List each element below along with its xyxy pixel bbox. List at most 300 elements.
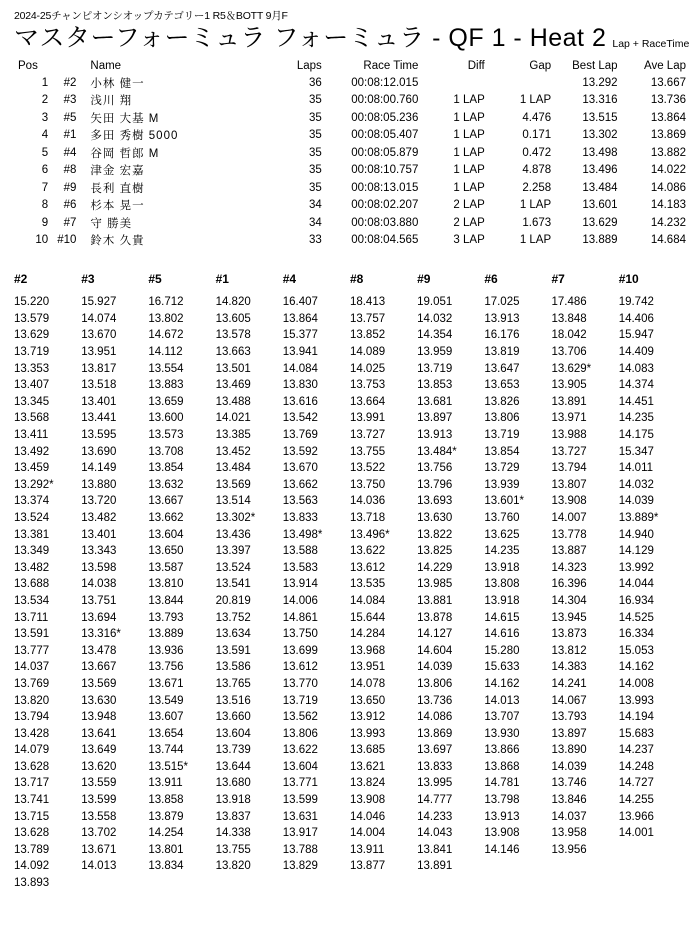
lap-cell — [81, 876, 148, 893]
lap-cell: 13.401 — [81, 395, 117, 408]
lap-cell — [283, 876, 350, 893]
cell-laps: 34 — [309, 216, 322, 229]
lap-cell: 13.988 — [551, 429, 587, 441]
lap-cell: 13.629 — [14, 329, 50, 342]
lap-row — [14, 428, 686, 445]
lap-cell: 13.685 — [349, 744, 386, 757]
lap-row — [14, 494, 686, 511]
page-title: マスターフォーミュラ フォーミュラ - QF 1 - Heat 2 — [14, 24, 607, 52]
cell-race-time: 00:08:12.015 — [351, 76, 419, 89]
lap-cell: 13.664 — [349, 395, 386, 408]
table-row — [14, 92, 686, 110]
lap-cell: 13.806 — [282, 727, 318, 740]
lap-cell: 13.496* — [349, 528, 390, 541]
cell-gap: 1 LAP — [519, 199, 552, 212]
cell-ave-lap: 13.869 — [650, 129, 686, 142]
cell-best-lap: 13.629 — [582, 216, 618, 229]
lap-cell: 13.769 — [282, 429, 318, 441]
lap-cell: 13.681 — [417, 395, 453, 408]
lap-row — [14, 345, 686, 362]
cell-diff: 1 LAP — [453, 94, 485, 107]
lap-cell: 13.794 — [14, 711, 50, 724]
col-header-diff: Diff — [467, 59, 485, 72]
lap-cell: 14.149 — [81, 462, 117, 475]
lap-cell: 14.013 — [81, 860, 117, 873]
lap-cell: 13.751 — [81, 594, 117, 607]
lap-cell: 13.659 — [148, 395, 184, 408]
lap-cell: 13.750 — [282, 628, 318, 641]
lap-cell: 13.789 — [14, 843, 50, 856]
lap-cell: 13.846 — [551, 794, 587, 807]
lap-times-table — [14, 272, 686, 892]
lap-row — [14, 295, 686, 312]
lap-cell: 15.644 — [349, 611, 386, 624]
lap-cell: 13.292* — [14, 478, 54, 491]
lap-cell: 13.793 — [551, 711, 587, 724]
lap-cell: 13.644 — [215, 760, 251, 773]
col-header-laps: Laps — [296, 59, 322, 72]
lap-row — [14, 610, 686, 627]
cell-best-lap: 13.292 — [582, 76, 618, 89]
lap-cell: 13.641 — [81, 727, 117, 740]
lap-cell: 13.802 — [148, 312, 184, 325]
lap-cell: 13.891 — [551, 395, 587, 408]
lap-cell: 13.765 — [215, 677, 251, 690]
lap-cell: 13.607 — [148, 711, 184, 724]
table-row — [14, 180, 686, 198]
lap-cell: 13.893 — [14, 877, 50, 890]
cell-gap: 2.258 — [522, 181, 552, 194]
lap-cell: 13.630 — [81, 694, 117, 707]
lap-cell: 13.808 — [484, 578, 520, 591]
lap-cell: 14.025 — [349, 362, 386, 375]
lap-cell: 13.913 — [484, 312, 520, 325]
lap-cell: 13.744 — [148, 744, 184, 757]
lap-cell: 13.622 — [282, 744, 318, 757]
lap-cell: 14.079 — [14, 744, 50, 757]
lap-cell: 13.650 — [148, 545, 184, 558]
cell-ave-lap: 14.086 — [650, 181, 686, 194]
lap-cell: 13.959 — [417, 346, 453, 359]
lap-cell: 13.930 — [484, 727, 520, 740]
lap-cell: 13.559 — [81, 777, 117, 790]
cell-pos: 3 — [41, 111, 49, 124]
lap-cell: 16.934 — [618, 594, 654, 607]
cell-race-time: 00:08:05.407 — [351, 129, 419, 142]
lap-cell: 13.649 — [81, 744, 117, 757]
lap-cell: 13.662 — [282, 478, 318, 491]
lap-cell: 14.037 — [14, 661, 50, 674]
lap-cell: 16.407 — [282, 296, 318, 309]
cell-laps: 35 — [309, 181, 322, 194]
lap-cell: 14.304 — [551, 594, 587, 607]
lap-cell: 14.323 — [551, 561, 587, 574]
lap-cell: 15.280 — [484, 644, 520, 657]
lap-cell: 13.858 — [148, 794, 184, 807]
lap-header-row — [14, 272, 686, 295]
lap-cell: 13.411 — [14, 429, 49, 441]
results-body — [14, 75, 686, 250]
col-header-best-lap: Best Lap — [572, 59, 618, 72]
lap-cell: 13.647 — [484, 362, 520, 375]
lap-cell: 13.918 — [215, 794, 251, 807]
lap-cell: 13.945 — [551, 611, 587, 624]
cell-race-time: 00:08:02.207 — [351, 199, 419, 212]
lap-cell: 13.632 — [148, 478, 184, 491]
lap-cell: 14.338 — [215, 827, 251, 840]
lap-cell: 14.781 — [484, 777, 520, 790]
cell-diff: 1 LAP — [453, 181, 485, 194]
cell-laps: 36 — [309, 76, 322, 89]
lap-cell: 14.233 — [417, 810, 453, 823]
table-row — [14, 145, 686, 163]
lap-row — [14, 842, 686, 859]
lap-cell: 14.255 — [618, 794, 654, 807]
cell-best-lap: 13.601 — [582, 199, 618, 212]
lap-cell: 13.719 — [484, 429, 520, 441]
lap-cell: 15.633 — [484, 661, 520, 674]
lap-cell: 13.587 — [148, 561, 184, 574]
lap-cell: 13.515* — [148, 760, 189, 773]
col-header-pos: Pos — [18, 59, 38, 72]
lap-cell: 13.699 — [282, 644, 318, 657]
lap-cell: 13.452 — [215, 445, 251, 458]
lap-cell: 13.558 — [81, 810, 117, 823]
lap-cell: 13.917 — [282, 827, 318, 840]
lap-cell: 14.089 — [349, 346, 386, 359]
lap-cell: 13.592 — [282, 445, 318, 458]
col-header-gap: Gap — [529, 59, 552, 72]
lap-cell: 13.719 — [282, 694, 318, 707]
lap-cell: 13.630 — [417, 511, 453, 524]
lap-cell: 13.671 — [81, 843, 117, 856]
cell-car-number: #1 — [63, 129, 77, 142]
lap-cell: 13.707 — [484, 711, 520, 724]
lap-col-header-6: #8 — [349, 271, 364, 286]
lap-cell: 15.347 — [618, 445, 654, 458]
lap-cell: 13.349 — [14, 545, 50, 558]
cell-laps: 34 — [309, 199, 322, 212]
lap-cell: 13.741 — [14, 794, 50, 807]
lap-row — [14, 560, 686, 577]
lap-cell: 13.825 — [417, 545, 453, 558]
lap-cell: 14.043 — [417, 827, 453, 840]
lap-cell: 13.719 — [417, 362, 453, 375]
lap-cell: 13.600 — [148, 412, 184, 425]
lap-row — [14, 693, 686, 710]
lap-cell: 14.013 — [484, 694, 520, 707]
lap-cell: 13.854 — [148, 462, 184, 475]
lap-cell: 13.834 — [148, 860, 184, 873]
lap-cell: 14.001 — [618, 827, 654, 840]
lap-cell: 13.469 — [215, 379, 251, 392]
lap-cell: 13.629* — [551, 362, 592, 375]
cell-gap: 0.171 — [522, 129, 552, 142]
lap-cell: 13.879 — [148, 810, 184, 823]
cell-ave-lap: 13.882 — [650, 146, 686, 159]
lap-cell: 13.971 — [551, 412, 587, 425]
lap-cell: 13.769 — [14, 677, 50, 690]
lap-cell: 16.176 — [484, 329, 520, 342]
lap-cell: 13.715 — [14, 810, 50, 823]
lap-cell: 13.628 — [14, 827, 50, 840]
lap-cell: 13.936 — [148, 644, 184, 657]
lap-cell: 13.578 — [215, 329, 251, 342]
lap-cell: 13.822 — [417, 528, 453, 541]
lap-cell — [216, 876, 283, 893]
cell-diff: 2 LAP — [453, 216, 485, 229]
lap-cell: 14.615 — [484, 611, 520, 624]
lap-cell: 14.861 — [282, 611, 318, 624]
lap-col-header-1: #2 — [14, 271, 28, 286]
lap-col-header-2: #3 — [81, 271, 95, 286]
lap-cell: 14.086 — [417, 711, 453, 724]
lap-col-header-3: #5 — [148, 271, 162, 286]
lap-row — [14, 361, 686, 378]
lap-cell: 13.881 — [417, 594, 453, 607]
lap-cell: 18.042 — [551, 329, 587, 342]
cell-driver-name: 長利 直樹 — [90, 182, 145, 195]
lap-cell: 13.601* — [484, 495, 524, 508]
lap-cell: 13.693 — [417, 495, 453, 508]
lap-cell: 13.604 — [148, 528, 184, 541]
cell-ave-lap: 14.232 — [650, 216, 686, 229]
lap-cell: 14.008 — [618, 677, 654, 690]
lap-row — [14, 461, 686, 478]
lap-cell: 13.484* — [417, 445, 457, 458]
lap-cell: 13.694 — [81, 611, 117, 624]
lap-cell: 13.563 — [282, 495, 318, 508]
cell-pos: 7 — [41, 181, 49, 194]
lap-cell: 13.706 — [551, 346, 587, 359]
cell-driver-name: 杉本 晃一 — [90, 200, 145, 213]
lap-cell: 13.736 — [417, 694, 453, 707]
lap-cell: 14.146 — [484, 843, 520, 856]
cell-laps: 35 — [309, 111, 322, 124]
lap-cell: 13.911 — [349, 843, 385, 856]
cell-laps: 35 — [309, 146, 322, 159]
cell-best-lap: 13.484 — [582, 181, 618, 194]
lap-cell: 13.343 — [81, 545, 117, 558]
lap-cell: 13.549 — [148, 694, 184, 707]
lap-cell: 13.569 — [81, 677, 117, 690]
lap-cell: 13.554 — [148, 362, 184, 375]
cell-race-time: 00:08:13.015 — [351, 181, 419, 194]
lap-cell: 13.848 — [551, 312, 587, 325]
lap-cell: 13.854 — [484, 445, 520, 458]
lap-cell: 13.302* — [215, 511, 256, 524]
lap-cell: 13.771 — [282, 777, 318, 790]
cell-best-lap: 13.496 — [582, 164, 618, 177]
lap-cell: 13.819 — [484, 346, 520, 359]
lap-cell: 13.833 — [282, 511, 318, 524]
lap-cell: 13.688 — [14, 578, 50, 591]
lap-cell: 14.727 — [618, 777, 654, 790]
lap-cell — [619, 876, 686, 893]
lap-cell: 13.628 — [14, 760, 50, 773]
lap-cell: 17.025 — [484, 296, 520, 309]
lap-cell: 14.039 — [551, 760, 587, 773]
lap-cell: 14.672 — [148, 329, 184, 342]
cell-driver-name: 守 勝美 — [90, 217, 133, 230]
table-row — [14, 127, 686, 145]
lap-cell: 14.451 — [618, 395, 654, 408]
lap-cell: 13.667 — [148, 495, 184, 508]
lap-cell: 14.820 — [215, 296, 251, 309]
lap-row — [14, 394, 686, 411]
table-row — [14, 75, 686, 93]
cell-gap: 4.476 — [522, 111, 552, 124]
lap-cell: 14.194 — [618, 711, 654, 724]
lap-col-header-8: #6 — [484, 271, 498, 286]
lap-cell: 13.719 — [14, 346, 50, 359]
lap-cell: 13.897 — [417, 412, 453, 425]
title-row — [0, 23, 700, 53]
lap-row — [14, 577, 686, 594]
lap-cell: 13.826 — [484, 395, 520, 408]
lap-cell: 13.778 — [551, 528, 587, 541]
lap-cell: 13.542 — [282, 412, 318, 425]
lap-cell: 14.037 — [551, 810, 587, 823]
cell-race-time: 00:08:04.565 — [351, 234, 419, 247]
lap-cell: 13.591 — [215, 644, 251, 657]
lap-cell: 13.385 — [215, 429, 251, 441]
lap-cell: 14.406 — [618, 312, 654, 325]
lap-cell: 13.604 — [282, 760, 318, 773]
lap-cell: 14.354 — [417, 329, 453, 342]
cell-pos: 1 — [41, 76, 49, 89]
lap-col-header-9: #7 — [551, 271, 565, 286]
lap-cell: 13.807 — [551, 478, 587, 491]
lap-cell: 13.488 — [215, 395, 251, 408]
lap-cell: 13.951 — [81, 346, 117, 359]
lap-cell: 13.670 — [81, 329, 117, 342]
lap-cell: 13.591 — [14, 628, 50, 641]
lap-cell: 13.459 — [14, 462, 50, 475]
lap-cell: 15.947 — [618, 329, 654, 342]
lap-cell: 13.841 — [417, 843, 453, 856]
lap-cell: 13.993 — [618, 694, 654, 707]
lap-cell: 14.525 — [618, 611, 654, 624]
lap-row — [14, 311, 686, 328]
title-note: Lap + RaceTime — [612, 37, 690, 50]
cell-best-lap: 13.498 — [582, 146, 618, 159]
lap-cell: 13.516 — [215, 694, 251, 707]
lap-cell: 13.817 — [81, 362, 117, 375]
cell-car-number: #8 — [63, 164, 77, 177]
lap-cell: 13.756 — [148, 661, 184, 674]
lap-cell: 14.237 — [618, 744, 654, 757]
lap-cell: 13.583 — [282, 561, 318, 574]
lap-row — [14, 527, 686, 544]
lap-cell: 13.968 — [349, 644, 386, 657]
lap-cell: 13.492 — [14, 445, 50, 458]
lap-cell: 13.820 — [215, 860, 251, 873]
lap-cell: 13.992 — [618, 561, 654, 574]
lap-cell: 13.498* — [282, 528, 323, 541]
lap-cell: 13.690 — [81, 445, 117, 458]
lap-cell: 13.908 — [349, 794, 386, 807]
lap-cell: 14.127 — [417, 628, 453, 641]
lap-cell: 13.868 — [484, 760, 520, 773]
lap-cell: 13.482 — [81, 511, 117, 524]
lap-cell: 14.940 — [618, 528, 654, 541]
lap-cell: 13.908 — [551, 495, 587, 508]
lap-cell: 13.708 — [148, 445, 184, 458]
lap-cell: 13.798 — [484, 794, 520, 807]
lap-row — [14, 544, 686, 561]
lap-cell: 14.162 — [484, 677, 520, 690]
lap-cell: 13.729 — [484, 462, 520, 475]
lap-row — [14, 859, 686, 876]
cell-diff: 3 LAP — [453, 234, 485, 247]
lap-cell: 14.074 — [81, 312, 117, 325]
lap-cell: 13.654 — [148, 727, 184, 740]
lap-times-body — [14, 295, 686, 892]
lap-cell: 13.612 — [282, 661, 318, 674]
lap-cell: 13.720 — [81, 495, 117, 508]
lap-cell: 14.011 — [618, 462, 654, 475]
lap-cell: 13.958 — [551, 827, 587, 840]
cell-laps: 35 — [309, 129, 322, 142]
lap-cell: 13.482 — [14, 561, 50, 574]
lap-cell: 13.760 — [484, 511, 520, 524]
cell-ave-lap: 14.022 — [650, 164, 686, 177]
lap-row — [14, 444, 686, 461]
lap-cell: 13.595 — [81, 429, 117, 441]
cell-gap: 1.673 — [522, 216, 552, 229]
lap-row — [14, 328, 686, 345]
lap-cell: 13.889 — [148, 628, 184, 641]
lap-cell: 13.914 — [282, 578, 318, 591]
lap-cell: 13.770 — [282, 677, 318, 690]
cell-race-time: 00:08:03.880 — [351, 216, 419, 229]
lap-cell: 13.662 — [148, 511, 184, 524]
lap-row — [14, 643, 686, 660]
lap-cell: 13.634 — [215, 628, 251, 641]
lap-cell: 13.650 — [349, 694, 386, 707]
lap-cell: 13.829 — [282, 860, 318, 873]
lap-cell: 13.697 — [417, 744, 453, 757]
lap-cell: 14.021 — [215, 412, 251, 425]
lap-cell: 13.478 — [81, 644, 117, 657]
lap-cell — [484, 859, 551, 876]
lap-cell: 13.824 — [349, 777, 386, 790]
lap-cell — [619, 859, 686, 876]
lap-cell: 13.948 — [81, 711, 117, 724]
lap-cell: 14.032 — [618, 478, 654, 491]
lap-cell: 13.622 — [349, 545, 386, 558]
cell-car-number: #5 — [63, 111, 77, 124]
lap-cell: 13.569 — [215, 478, 251, 491]
lap-cell: 13.887 — [551, 545, 587, 558]
lap-row — [14, 378, 686, 395]
lap-cell: 16.396 — [551, 578, 587, 591]
lap-cell: 13.605 — [215, 312, 251, 325]
lap-cell: 13.752 — [215, 611, 251, 624]
lap-cell: 14.078 — [349, 677, 386, 690]
lap-row — [14, 776, 686, 793]
col-header-race-time: Race Time — [363, 59, 419, 72]
lap-row — [14, 793, 686, 810]
lap-cell: 14.039 — [618, 495, 654, 508]
lap-row — [14, 710, 686, 727]
lap-cell: 13.397 — [215, 545, 251, 558]
lap-cell: 13.852 — [349, 329, 386, 342]
lap-cell: 19.051 — [417, 296, 453, 309]
cell-pos: 10 — [35, 234, 49, 247]
cell-gap: 4.878 — [522, 164, 552, 177]
